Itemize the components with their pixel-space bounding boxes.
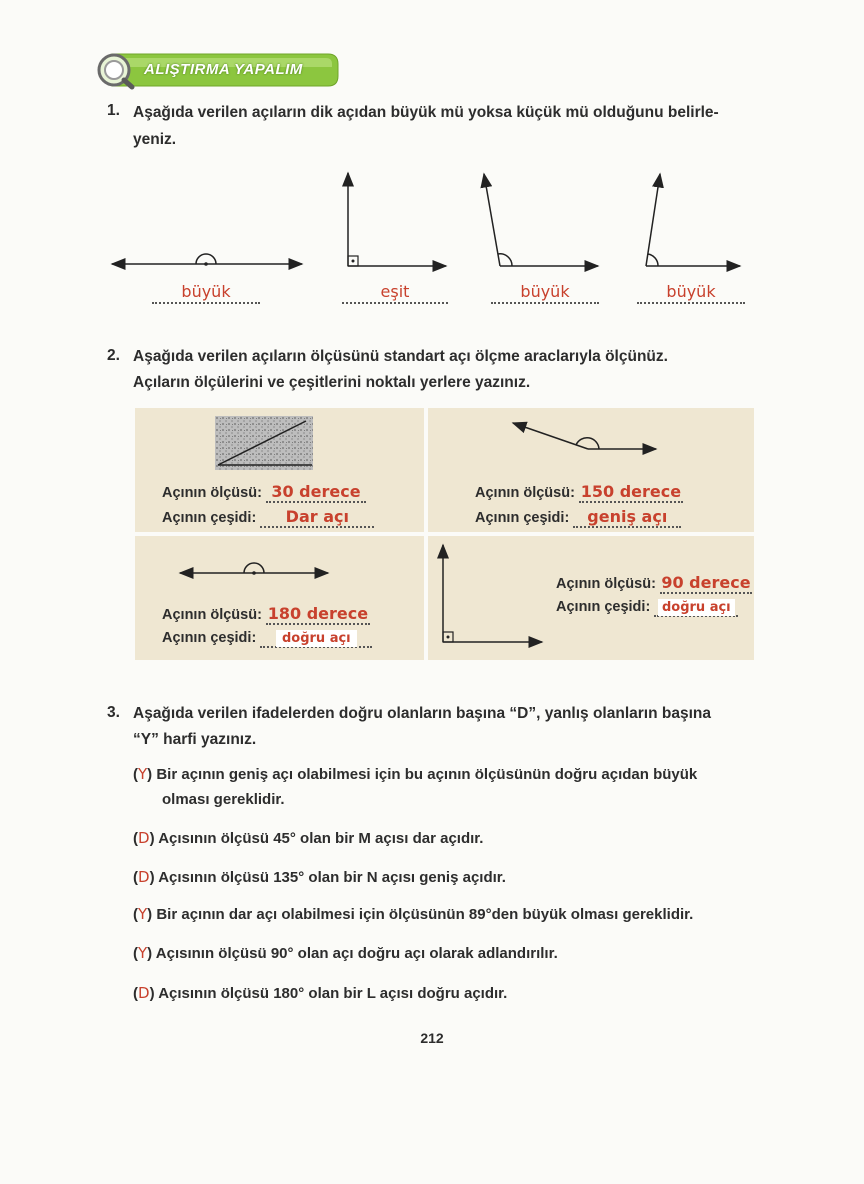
q3-statement-3: (D) Açısının ölçüsü 135° olan bir N açısı geniş açıdır. (133, 868, 506, 886)
q2-p3-measure-value: 180 derece (267, 604, 369, 623)
q3-statement-6: (D) Açısının ölçüsü 180° olan bir L açısı doğru açıdır. (133, 984, 508, 1002)
banner-title: ALIŞTIRMA YAPALIM (144, 61, 303, 78)
q3-statement-2: (D) Açısının ölçüsü 45° olan bir M açısı dar açıdır. (133, 829, 484, 847)
q1-angle-figures (0, 165, 864, 295)
q3-statement-5-text: Açısının ölçüsü 90° olan açı doğru açı olarak adlandırılır. (155, 945, 558, 962)
q2-p2-measure-value: 150 derece (580, 482, 682, 501)
q2-text-line2: Açıların ölçülerini ve çeşitlerini noktalı yerlere yazınız. (133, 374, 531, 391)
q2-p2-type-answer (573, 507, 681, 528)
q3-statement-4: (Y) Bir açının dar açı olabilmesi için ölçüsünün 89°den büyük olması gereklidir. (133, 905, 694, 923)
q1-answer-2-text: eşit (380, 282, 410, 301)
q2-p2-type-label: Açının çeşidi: (475, 510, 570, 526)
q1-answer-2 (342, 282, 448, 304)
q3-statement-4-mark: Y (138, 905, 148, 923)
q3-number: 3. (107, 704, 120, 721)
q2-p3-type-answer (260, 630, 372, 648)
q2-acute-angle (215, 416, 313, 470)
q2-p2-measure-answer (579, 482, 683, 503)
q1-number: 1. (107, 102, 120, 119)
q3-statement-5-mark: Y (138, 944, 148, 962)
q1-acute-angle (646, 174, 740, 266)
q1-right-angle (348, 173, 446, 266)
q1-text-line2: yeniz. (133, 131, 177, 148)
q2-p2-type-value: geniş açı (587, 507, 668, 526)
q2-p3-measure-answer (266, 604, 370, 625)
q2-number: 2. (107, 347, 120, 364)
q3-statement-4-text: Bir açının dar açı olabilmesi için ölçüsünün 89°den büyük olması gereklidir. (156, 906, 694, 923)
q3-text-line1: Aşağıda verilen ifadelerden doğru olanların başına “D”, yanlış olanların başına (133, 705, 711, 722)
q1-answer-4 (637, 282, 745, 304)
q2-p4-measure-value: 90 derece (661, 573, 751, 592)
q1-answer-3 (491, 282, 599, 304)
q3-statement-5: (Y) Açısının ölçüsü 90° olan açı doğru açı olarak adlandırılır. (133, 944, 558, 962)
q2-p3-measure-row (162, 604, 370, 625)
q1-answer-4-text: büyük (666, 282, 716, 301)
q2-right-angle (443, 545, 542, 642)
q3-statement-6-text: Açısının ölçüsü 180° olan bir L açısı doğru açıdır. (158, 985, 508, 1002)
q2-p4-type-value: doğru açı (658, 599, 735, 616)
q3-statement-1-text2: olması gereklidir. (162, 791, 285, 808)
q1-answer-1-text: büyük (181, 282, 231, 301)
q2-p4-type-answer (654, 599, 738, 617)
q3-statement-3-mark: D (138, 868, 150, 886)
q3-statement-1-text: Bir açının geniş açı olabilmesi için bu açının ölçüsünün doğru açıdan büyük (156, 766, 698, 783)
q2-p4-type-label: Açının çeşidi: (556, 599, 651, 615)
q2-p4-type-row (556, 599, 738, 617)
q3-statement-2-mark: D (138, 829, 150, 847)
q2-p1-measure-row (162, 482, 366, 503)
q2-p4-measure-answer (660, 573, 752, 594)
q2-p1-measure-value: 30 derece (271, 482, 361, 501)
q2-straight-angle (180, 563, 328, 575)
q3-statement-1-cont (162, 791, 285, 808)
q2-angle-figures (0, 405, 864, 665)
q2-p1-type-row (162, 507, 374, 528)
q2-p2-type-row (475, 507, 681, 528)
q2-p1-type-label: Açının çeşidi: (162, 510, 257, 526)
q2-p1-type-answer (260, 507, 374, 528)
q2-p3-type-value: doğru açı (276, 630, 357, 647)
q2-p1-type-value: Dar açı (285, 507, 349, 526)
q2-p4-measure-row (556, 573, 752, 594)
q1-straight-angle (112, 254, 302, 266)
page-number: 212 (420, 1030, 444, 1046)
q3-statement-2-text: Açısının ölçüsü 45° olan bir M açısı dar açıdır. (158, 830, 484, 847)
q2-text-line1: Aşağıda verilen açıların ölçüsünü standart açı ölçme araclarıyla ölçünüz. (133, 348, 668, 365)
q2-p3-type-row (162, 630, 372, 648)
q1-text-line1: Aşağıda verilen açıların dik açıdan büyük mü yoksa küçük mü olduğunu belirle- (133, 104, 719, 121)
q2-p4-measure-label: Açının ölçüsü: (556, 576, 656, 592)
q3-text-line2: “Y” harfi yazınız. (133, 731, 257, 748)
q3-statement-3-text: Açısının ölçüsü 135° olan bir N açısı geniş açıdır. (158, 869, 506, 886)
q3-statement-6-mark: D (138, 984, 150, 1002)
q2-p2-measure-label: Açının ölçüsü: (475, 485, 575, 501)
q1-answer-1 (152, 282, 260, 304)
q1-answer-3-text: büyük (520, 282, 570, 301)
section-banner (92, 50, 342, 90)
q3-statement-1-mark: Y (138, 765, 148, 783)
q3-statement-1: (Y) Bir açının geniş açı olabilmesi için bu açının ölçüsünün doğru açıdan büyük (133, 765, 698, 783)
q2-p3-type-label: Açının çeşidi: (162, 630, 257, 646)
q2-obtuse-angle (513, 423, 656, 449)
q2-p2-measure-row (475, 482, 683, 503)
q2-p1-measure-label: Açının ölçüsü: (162, 485, 262, 501)
q2-p3-measure-label: Açının ölçüsü: (162, 607, 262, 623)
q1-obtuse-angle (484, 174, 598, 266)
q2-p1-measure-answer (266, 482, 366, 503)
